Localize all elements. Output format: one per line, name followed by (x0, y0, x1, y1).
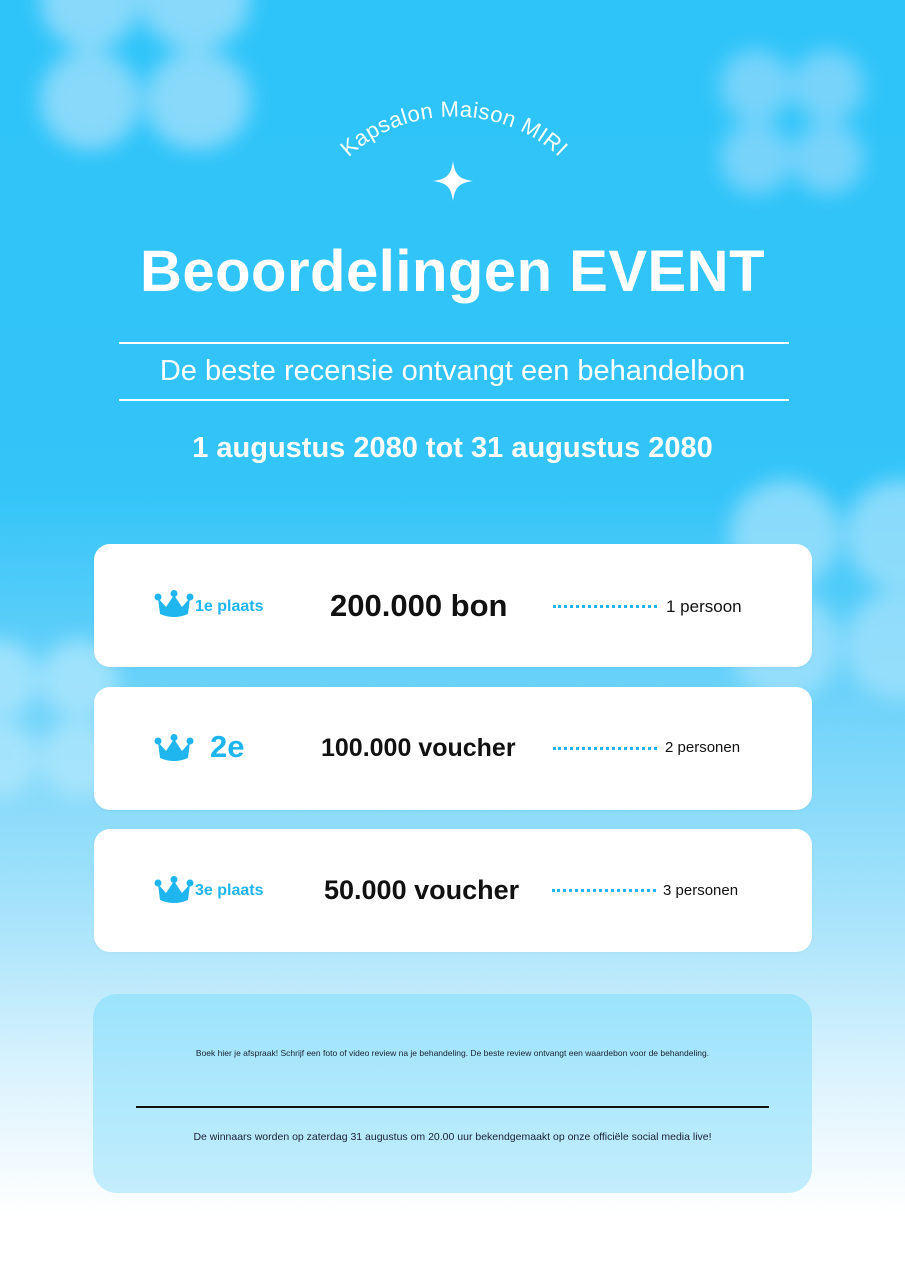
crown-icon (154, 734, 194, 764)
prize-card-first (94, 544, 812, 667)
prize-card-second (94, 687, 812, 810)
prize-amount: 200.000 bon (330, 588, 508, 623)
clover-decoration (30, 0, 250, 160)
prize-amount: 50.000 voucher (324, 875, 520, 905)
info-box (93, 994, 812, 1193)
svg-text:Kapsalon Maison MIRI (335, 100, 573, 161)
brand-name: Kapsalon Maison MIRI (335, 100, 574, 162)
dotted-leader (552, 889, 656, 892)
winner-count: 1 persoon (666, 597, 742, 616)
rank-label: 3e plaats (195, 882, 264, 899)
divider (119, 342, 789, 344)
crown-icon (154, 876, 194, 906)
divider (136, 1106, 769, 1108)
event-dates: 1 augustus 2080 tot 31 augustus 2080 (192, 432, 713, 464)
divider (119, 399, 789, 401)
four-point-sparkle-icon (432, 160, 474, 202)
subtitle: De beste recensie ontvangt een behandelbon (159, 355, 746, 387)
booking-instructions: Boek hier je afspraak! Schrijf een foto of video review na je behandeling. De beste review ontvangt een waardebon voor de behandeling. (195, 1048, 710, 1058)
rank-label: 2e (210, 729, 245, 764)
winner-count: 3 personen (663, 882, 739, 899)
prize-amount: 100.000 voucher (321, 734, 516, 762)
dotted-leader (553, 747, 657, 750)
winner-count: 2 personen (665, 739, 741, 756)
prize-card-third (94, 829, 812, 952)
winner-announcement: De winnaars worden op zaterdag 31 augustus om 20.00 uur bekendgemaakt op onze officiële social media live! (193, 1131, 712, 1143)
rank-label: 1e plaats (195, 598, 264, 615)
crown-icon (154, 590, 194, 620)
dotted-leader (553, 605, 657, 608)
clover-decoration (720, 50, 870, 200)
page-title: Beoordelingen EVENT (139, 239, 765, 304)
